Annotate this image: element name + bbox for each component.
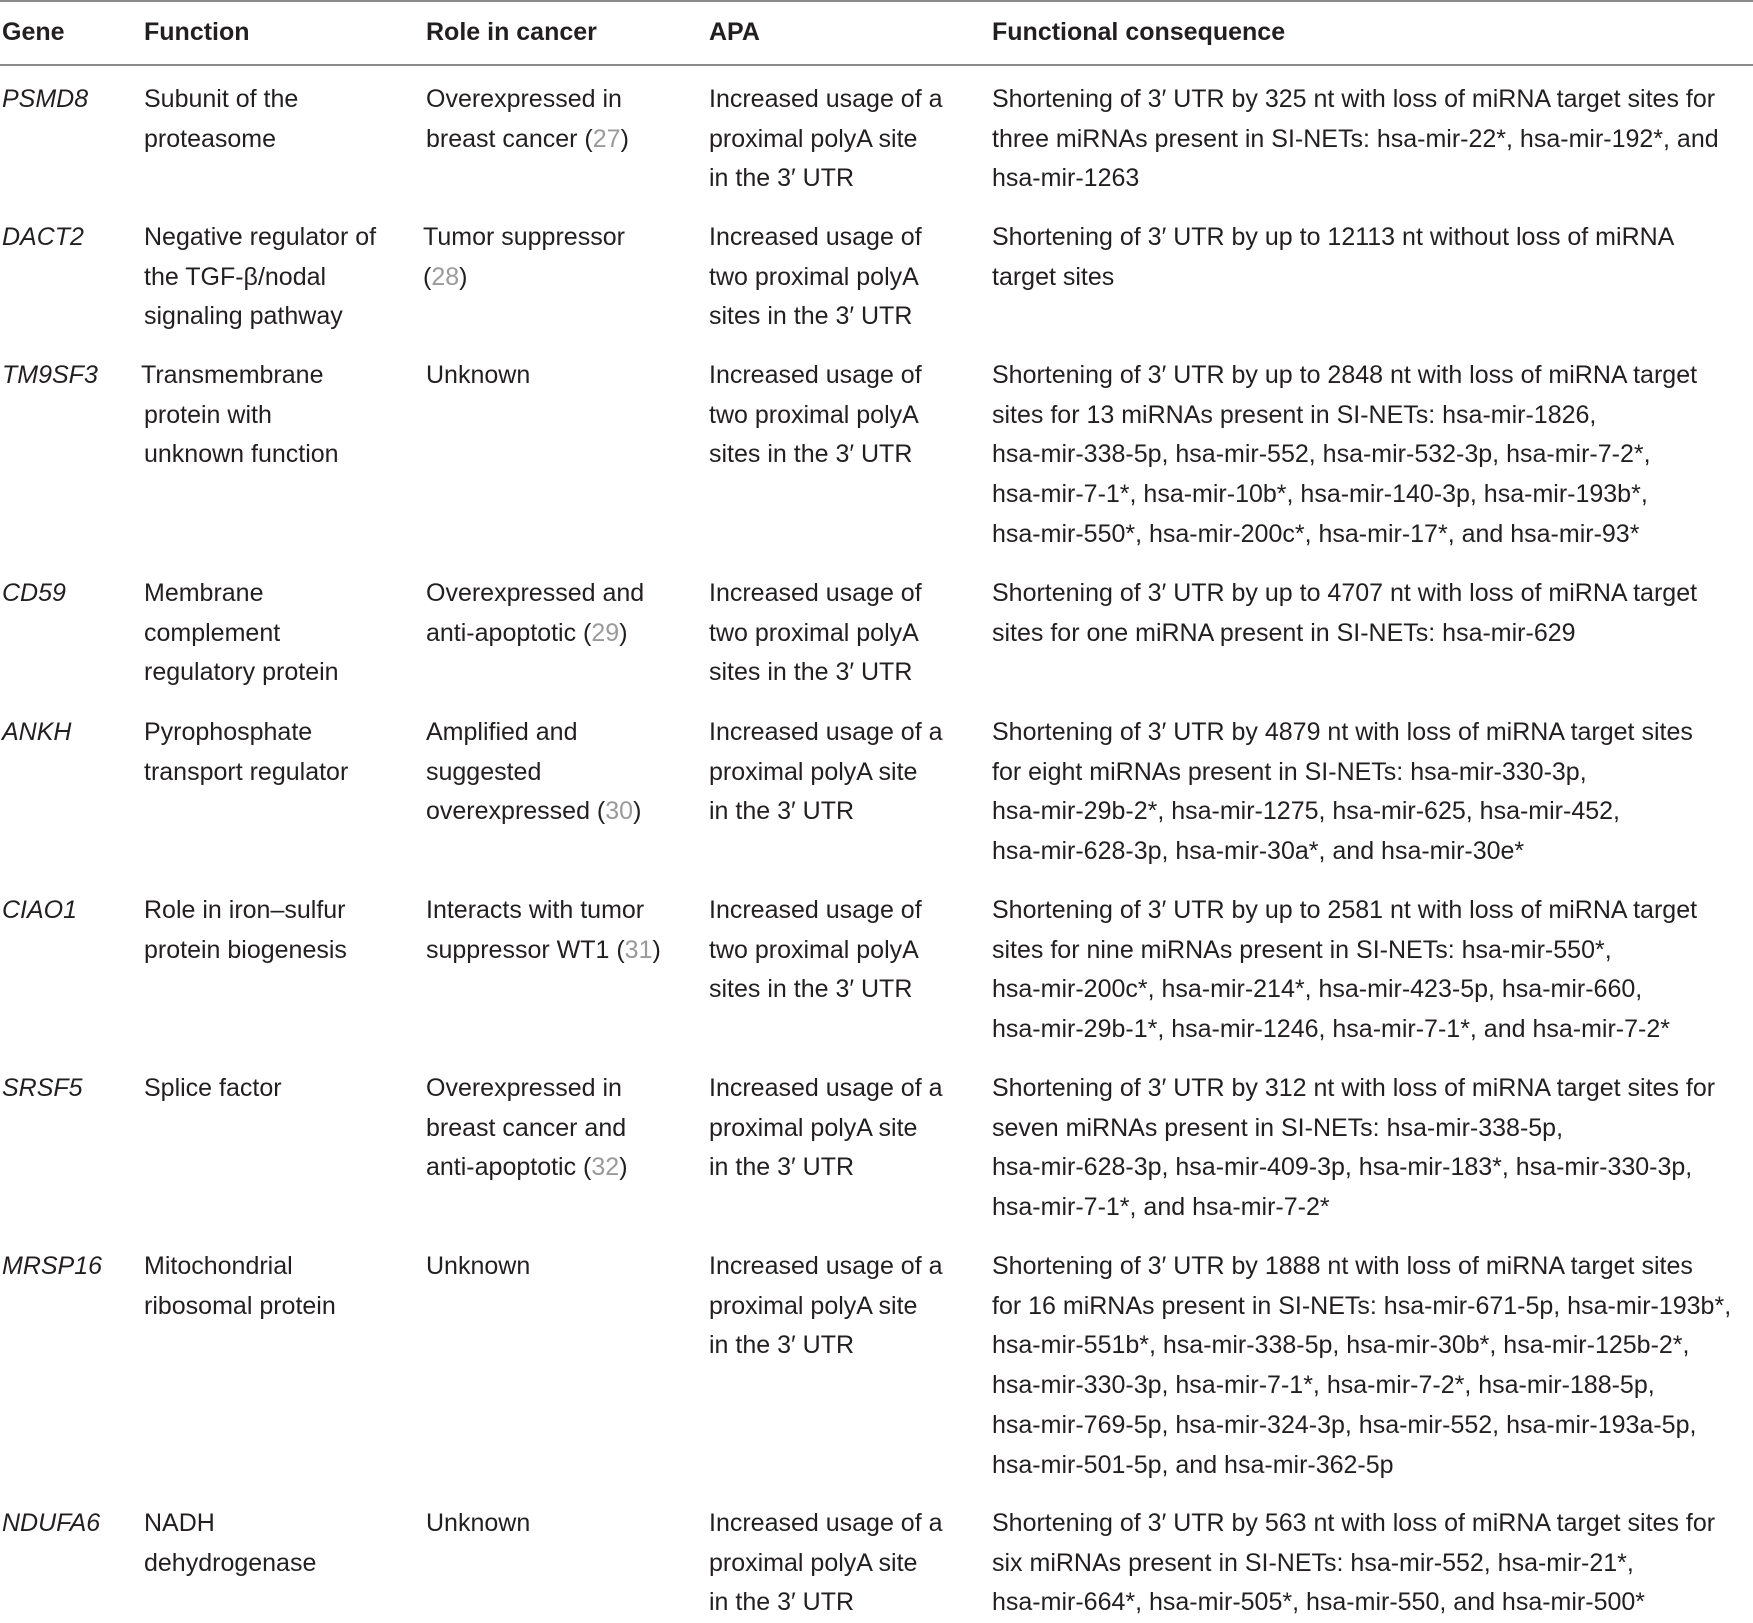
cell-consequence: Shortening of 3′ UTR by 563 nt with loss of miRNA target sites for six miRNAs present in SI-NETs: hsa-mir-552, hsa-mir-21*, hsa-mir-664*, hsa-mir-505*, hsa-mir-550, and hsa-mir-500* <box>992 1509 1716 1617</box>
cell-role: Interacts with tumor suppressor WT1 (31) <box>426 896 661 964</box>
cell-function: NADH dehydrogenase <box>144 1509 317 1577</box>
cell-role: Amplified and suggested overexpressed (30) <box>426 718 642 826</box>
cell-function: Negative regulator of the TGF-β/nodal signaling pathway <box>144 223 377 331</box>
cell-gene: CD59 <box>2 579 66 607</box>
reference-link[interactable]: 31 <box>624 935 653 964</box>
cell-gene: MRSP16 <box>2 1252 103 1280</box>
cell-role: Tumor suppressor (28) <box>423 223 625 291</box>
cell-apa: Increased usage of a proximal polyA site in the 3′ UTR <box>709 85 943 193</box>
cell-gene: SRSF5 <box>2 1074 83 1102</box>
header-function: Function <box>144 18 250 46</box>
header-gene: Gene <box>2 18 65 46</box>
cell-apa: Increased usage of two proximal polyA sites in the 3′ UTR <box>709 579 922 687</box>
cell-role: Unknown <box>426 361 531 389</box>
cell-function: Transmembrane protein with unknown function <box>141 361 339 469</box>
cell-gene: DACT2 <box>2 223 84 251</box>
cell-role: Overexpressed and anti-apoptotic (29) <box>426 579 645 647</box>
cell-apa: Increased usage of two proximal polyA sites in the 3′ UTR <box>709 896 922 1004</box>
cell-gene: NDUFA6 <box>2 1509 101 1537</box>
cell-consequence: Shortening of 3′ UTR by up to 2848 nt with loss of miRNA target sites for 13 miRNAs present in SI-NETs: hsa-mir-1826, hsa-mir-338-5p, hsa-mir-552, hsa-mir-532-3p, hsa-mir-7-2*, hsa-mir-7-1*, hsa-mir-10b*, hsa-mir-140-3p, hsa-mir-193b*, hsa-mir-550*, hsa-mir-200c*, hsa-mir-17*, and hsa-mir-93* <box>992 361 1698 548</box>
reference-link[interactable]: 30 <box>605 797 634 826</box>
reference-link[interactable]: 27 <box>592 124 621 153</box>
cell-apa: Increased usage of two proximal polyA sites in the 3′ UTR <box>709 223 922 331</box>
cell-role: Unknown <box>426 1252 531 1280</box>
cell-function: Mitochondrial ribosomal protein <box>144 1252 336 1320</box>
reference-link[interactable]: 32 <box>591 1153 620 1182</box>
cell-apa: Increased usage of a proximal polyA site in the 3′ UTR <box>709 1074 943 1182</box>
cell-consequence: Shortening of 3′ UTR by 4879 nt with loss of miRNA target sites for eight miRNAs present in SI-NETs: hsa-mir-330-3p, hsa-mir-29b-2*, hsa-mir-1275, hsa-mir-625, hsa-mir-452, hsa-mir-628-3p, hsa-mir-30a*, and hsa-mir-30e* <box>992 718 1693 866</box>
cell-function: Splice factor <box>144 1074 282 1102</box>
cell-function: Role in iron–sulfur protein biogenesis <box>144 896 347 964</box>
cell-gene: ANKH <box>2 718 72 746</box>
cell-consequence: Shortening of 3′ UTR by up to 12113 nt without loss of miRNA target sites <box>992 223 1675 291</box>
cell-role: Overexpressed in breast cancer and anti-apoptotic (32) <box>426 1074 628 1182</box>
cell-role: Overexpressed in breast cancer (27) <box>426 85 629 153</box>
header-apa: APA <box>709 18 760 46</box>
cell-function: Pyrophosphate transport regulator <box>144 718 349 786</box>
header-role-in-cancer: Role in cancer <box>426 18 597 46</box>
cell-gene: PSMD8 <box>2 85 89 113</box>
cell-apa: Increased usage of two proximal polyA sites in the 3′ UTR <box>709 361 922 469</box>
table-header-row <box>0 0 1753 64</box>
cell-consequence: Shortening of 3′ UTR by up to 2581 nt with loss of miRNA target sites for nine miRNAs present in SI-NETs: hsa-mir-550*, hsa-mir-200c*, hsa-mir-214*, hsa-mir-423-5p, hsa-mir-660, hsa-mir-29b-1*, hsa-mir-1246, hsa-mir-7-1*, and hsa-mir-7-2* <box>992 896 1698 1044</box>
reference-link[interactable]: 29 <box>591 618 620 647</box>
cell-role: Unknown <box>426 1509 531 1537</box>
cell-apa: Increased usage of a proximal polyA site in the 3′ UTR <box>709 718 943 826</box>
cell-apa: Increased usage of a proximal polyA site in the 3′ UTR <box>709 1509 943 1617</box>
cell-consequence: Shortening of 3′ UTR by up to 4707 nt with loss of miRNA target sites for one miRNA present in SI-NETs: hsa-mir-629 <box>992 579 1698 647</box>
cell-function: Membrane complement regulatory protein <box>144 579 339 687</box>
cell-function: Subunit of the proteasome <box>144 85 299 153</box>
cell-gene: TM9SF3 <box>2 361 98 389</box>
cell-consequence: Shortening of 3′ UTR by 312 nt with loss of miRNA target sites for seven miRNAs present in SI-NETs: hsa-mir-338-5p, hsa-mir-628-3p, hsa-mir-409-3p, hsa-mir-183*, hsa-mir-330-3p, hsa-mir-7-1*, and hsa-mir-7-2* <box>992 1074 1716 1222</box>
cell-gene: CIAO1 <box>2 896 78 924</box>
cell-consequence: Shortening of 3′ UTR by 1888 nt with loss of miRNA target sites for 16 miRNAs present in SI-NETs: hsa-mir-671-5p, hsa-mir-193b*, hsa-mir-551b*, hsa-mir-338-5p, hsa-mir-30b*, hsa-mir-125b-2*, hsa-mir-330-3p, hsa-mir-7-1*, hsa-mir-7-2*, hsa-mir-188-5p, hsa-mir-769-5p, hsa-mir-324-3p, hsa-mir-552, hsa-mir-193a-5p, hsa-mir-501-5p, and hsa-mir-362-5p <box>992 1252 1732 1479</box>
reference-link[interactable]: 28 <box>431 262 460 291</box>
cell-consequence: Shortening of 3′ UTR by 325 nt with loss of miRNA target sites for three miRNAs present in SI-NETs: hsa-mir-22*, hsa-mir-192*, and hsa-mir-1263 <box>992 85 1719 193</box>
header-functional-consequence: Functional consequence <box>992 18 1286 46</box>
table-header-rule <box>0 64 1753 66</box>
cell-apa: Increased usage of a proximal polyA site in the 3′ UTR <box>709 1252 943 1360</box>
